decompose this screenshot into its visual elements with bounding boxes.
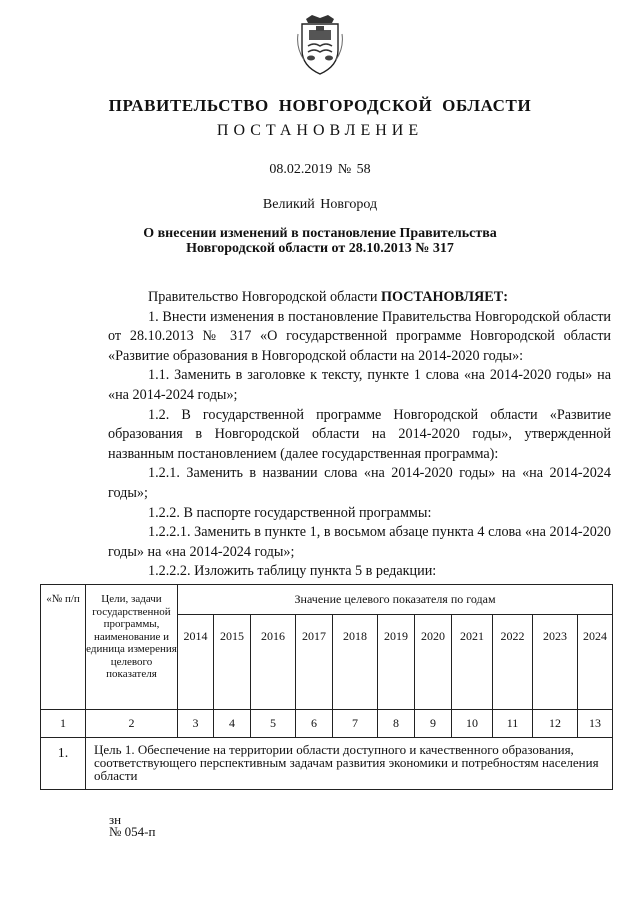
- year-cell: 2017: [296, 615, 333, 710]
- column-number-cell: 7: [333, 710, 378, 738]
- government-title: ПРАВИТЕЛЬСТВО НОВГОРОДСКОЙ ОБЛАСТИ: [108, 96, 532, 115]
- column-number-cell: 12: [533, 710, 578, 738]
- year-cell: 2014: [178, 615, 214, 710]
- paragraph-1-2-2-2: 1.2.2.2. Изложить таблицу пункта 5 в редакции:: [148, 563, 437, 580]
- document-body: [108, 288, 611, 582]
- year-cell: 2020: [415, 615, 452, 710]
- column-number-cell: 10: [452, 710, 493, 738]
- column-number-cell: 4: [214, 710, 251, 738]
- column-number-cell: 9: [415, 710, 452, 738]
- paragraph-1-2-1: 1.2.1. Заменить в названии слова «на 2014-2020 годы» на «на 2014-2024 годы»;: [108, 465, 611, 501]
- paragraph-1: 1. Внести изменения в постановление Правительства Новгородской области от 28.10.2013 № 317 «О государственной программе Новгородской области «Развитие образования в Новгородской области на 2014-2020 годы»:: [108, 308, 611, 364]
- year-cell: 2019: [378, 615, 415, 710]
- column-number-cell: 6: [296, 710, 333, 738]
- column-number-cell: 2: [86, 710, 178, 738]
- document-type: ПОСТАНОВЛЕНИЕ: [216, 122, 424, 139]
- preamble-lead: Правительство Новгородской области: [148, 289, 381, 305]
- document-subject: О внесении изменений в постановление Правительства Новгородской области от 28.10.2013 № 317: [143, 226, 497, 256]
- document-date-number: 08.02.2019 № 58: [269, 162, 371, 177]
- preamble: [108, 288, 611, 308]
- preamble-verb: ПОСТАНОВЛЯЕТ:: [380, 289, 508, 305]
- year-cell: 2024: [578, 615, 613, 710]
- header-year-values: Значение целевого показателя по годам: [178, 585, 613, 615]
- paragraph-1-2-2-1: 1.2.2.1. Заменить в пункте 1, в восьмом абзаце пункта 4 слова «на 2014-2020 годы» на «на 2014-2024 годы»;: [108, 524, 611, 560]
- column-number-cell: 1: [41, 710, 86, 738]
- paragraph-1-2: 1.2. В государственной программе Новгородской области «Развитие образования в Новгородской области на 2014-2020 годы», утвержденной названным постановлением (далее государственная программа):: [108, 406, 611, 462]
- header-goal: Цели, задачи государственной программы, наименование и единица измерения целевого показателя: [86, 585, 178, 710]
- footer-code: [109, 814, 155, 838]
- paragraph-1-1: 1.1. Заменить в заголовке к тексту, пункте 1 слова «на 2014-2020 годы» на «на 2014-2024 годы»;: [108, 367, 611, 403]
- column-number-cell: 11: [493, 710, 533, 738]
- target-indicators-table: [40, 584, 613, 790]
- column-number-cell: 8: [378, 710, 415, 738]
- document-city: Великий Новгород: [262, 197, 378, 212]
- footer-document-code: № 054-п: [109, 824, 156, 839]
- header-number: «№ п/п: [41, 585, 86, 710]
- year-cell: 2015: [214, 615, 251, 710]
- column-number-cell: 5: [251, 710, 296, 738]
- row-number: 1.: [41, 738, 86, 790]
- year-cell: 2021: [452, 615, 493, 710]
- year-cell: 2018: [333, 615, 378, 710]
- coat-of-arms-emblem: [296, 14, 344, 76]
- goal-1-text: Цель 1. Обеспечение на территории области доступного и качественного образования, соответствующего перспективным задачам развития экономики и потребностям населения области: [86, 738, 613, 790]
- paragraph-1-2-2: 1.2.2. В паспорте государственной программы:: [148, 504, 432, 521]
- year-cell: 2022: [493, 615, 533, 710]
- column-number-cell: 3: [178, 710, 214, 738]
- year-cell: 2016: [251, 615, 296, 710]
- year-cell: 2023: [533, 615, 578, 710]
- column-number-cell: 13: [578, 710, 613, 738]
- footer-initials: зн: [109, 812, 122, 827]
